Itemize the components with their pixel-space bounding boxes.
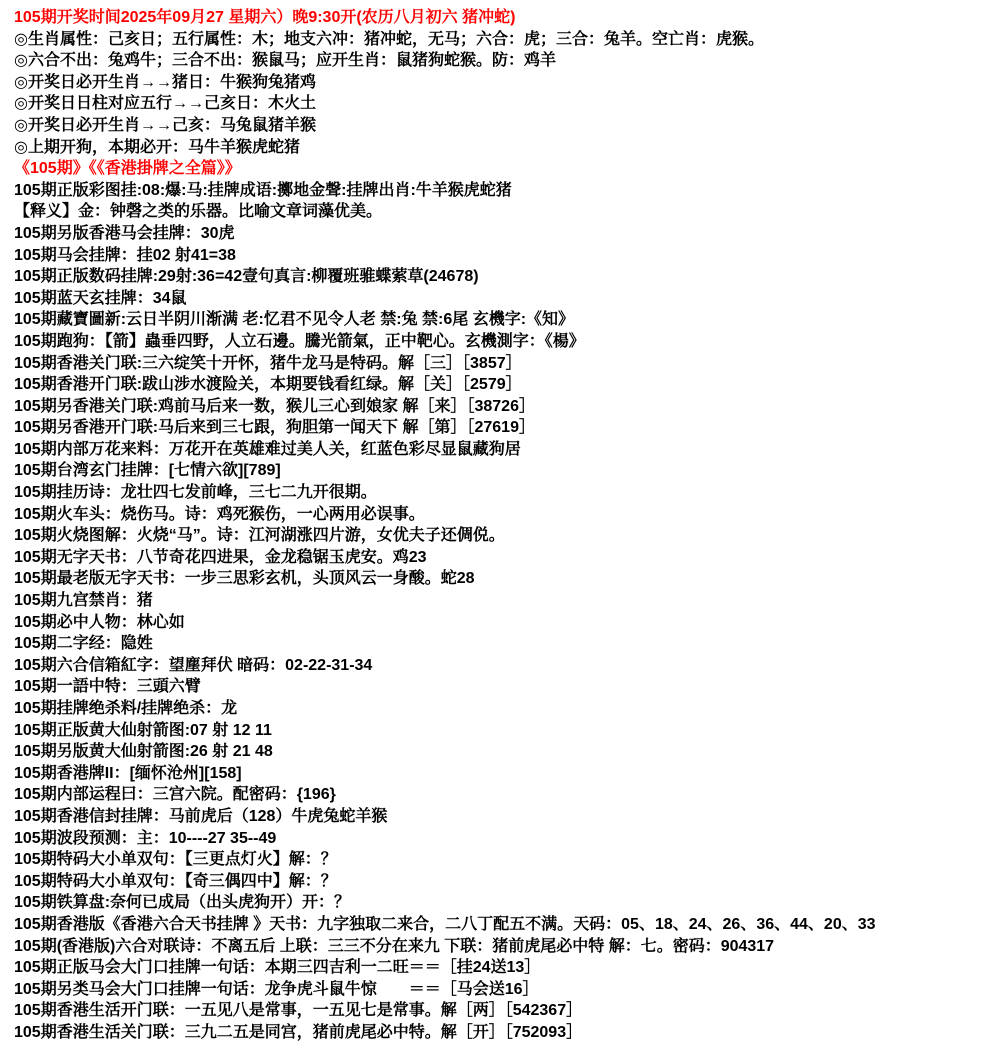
text-line: 105期跑狗：【箭】蟲垂四野，人立石邊。騰光箭氣，正中靶心。玄機測字：《楊》 (14, 332, 585, 350)
text-line: 105期正版黄大仙射箭图:07 射 12 11 (14, 721, 272, 739)
text-line: 105期马会挂牌：挂02 射41=38 (14, 246, 236, 264)
text-line: 105期香港信封挂牌：马前虎后（128）牛虎兔蛇羊猴 (14, 807, 388, 825)
text-line: 105期香港牌II：[缅怀沧州][158] (14, 764, 242, 782)
text-line: ◎六合不出：兔鸡牛；三合不出：猴鼠马；应开生肖：鼠猪狗蛇猴。防：鸡羊 (14, 52, 556, 70)
text-line: 105期挂牌绝杀料/挂牌绝杀：龙 (14, 700, 238, 717)
highlight-text-line: 105期开奖时间2025年09月27 星期六）晚9:30开(农历八月初六 猪冲蛇) (14, 9, 516, 26)
text-line: 105期另香港开门联:马后来到三七跟，狗胆第一闻天下 解［第］［27619］ (14, 419, 535, 437)
text-line: ◎上期开狗，本期必开：马牛羊猴虎蛇猪 (14, 138, 300, 156)
text-line: ◎开奖日必开生肖→→己亥：马兔鼠猪羊猴 (14, 116, 316, 134)
text-line: 105期香港版《香港六合天书挂牌 》天书：九字独取二来合，二八丁配五不满。天码：05、18、24、26、36、44、20、33 (14, 915, 876, 933)
text-line: 105期九宫禁肖：猪 (14, 592, 153, 610)
text-line: 105期内部万花来料：万花开在英雄难过美人关，红蓝色彩尽显鼠藏狗居 (14, 440, 521, 458)
text-line: 105期二字经：隐姓 (14, 635, 153, 653)
text-line: 105期正版彩图挂:08:爆:马:挂牌成语:擲地金聲:挂牌出肖:牛羊猴虎蛇猪 (14, 181, 512, 199)
text-line: 105期正版数码挂牌:29射:36=42壹句真言:柳覆班骓蝶萦草(24678) (14, 268, 479, 286)
text-line: 105期一語中特：三頭六臂 (14, 678, 201, 696)
text-line: 105期内部运程曰：三宫六院。配密码：{196} (14, 786, 336, 804)
text-line: 105期最老版无字天书：一步三思彩玄机，头顶风云一身酸。蛇28 (14, 570, 475, 588)
text-line: ◎开奖日必开生肖→→猪日：牛猴狗兔猪鸡 (14, 73, 316, 91)
text-line: 105期铁算盘:奈何已成局（出头虎狗开）开：？ (14, 894, 351, 912)
text-line: 105期(香港版)六合对联诗：不离五后 上联：三三不分在来九 下联：猪前虎尾必中特 解：七。密码：904317 (14, 937, 775, 955)
text-line: 105期香港开门联:跋山涉水渡险关，本期要钱看红绿。解［关］［2579］ (14, 376, 522, 394)
text-line: ◎生肖属性：己亥日；五行属性：木；地支六冲：猪冲蛇，无马；六合：虎；三合：兔羊。空亡肖：虎猴。 (14, 30, 764, 48)
text-line: 105期藏寶圖新:云日半阴川渐满 老:忆君不见令人老 禁:兔 禁:6尾 玄機字:《知》 (14, 311, 575, 329)
text-line: 105期挂历诗：龙壮四七发前峰，三七二九开很期。 (14, 484, 377, 502)
text-line: 105期台湾玄门挂牌：[七情六欲][789] (14, 462, 281, 480)
text-line: 105期香港生活开门联：一五见八是常事，一五见七是常事。解［两］［542367］ (14, 1002, 583, 1020)
text-line: 105期特码大小单双句：【三更点灯火】解：？ (14, 851, 337, 869)
text-line: 105期香港生活关门联：三九二五是同宫，猪前虎尾必中特。解［开］［752093］ (14, 1023, 583, 1041)
text-line: 105期另香港关门联:鸡前马后来一数，猴儿三心到娘家 解［来］［38726］ (14, 397, 535, 415)
text-line: 105期火烧图解：火烧“马”。诗：江河湖涨四片游，女优夫子还倜侻。 (14, 527, 505, 545)
text-line: 【释义】金：钟磬之类的乐器。比喻文章词藻优美。 (14, 203, 383, 221)
text-line: 105期必中人物：林心如 (14, 613, 185, 631)
text-line: 105期波段预测：主：10----27 35--49 (14, 829, 277, 847)
text-line: ◎开奖日日柱对应五行→→己亥日：木火土 (14, 95, 316, 113)
text-line: 105期无字天书：八节奇花四进果，金龙稳锯玉虎安。鸡23 (14, 548, 427, 566)
text-line: 105期另版黄大仙射箭图:26 射 21 48 (14, 743, 273, 761)
text-line: 105期正版马会大门口挂牌一句话：本期三四吉利一二旺＝＝［挂24送13］ (14, 959, 541, 977)
text-line: 105期特码大小单双句：【奇三偶四中】解：？ (14, 872, 337, 890)
text-line: 105期六合信箱紅字：望塵拜伏 暗码：02-22-31-34 (14, 656, 373, 674)
text-line: 105期香港关门联:三六绽笑十开怀，猪牛龙马是特码。解［三］［3857］ (14, 354, 522, 372)
text-line: 105期另类马会大门口挂牌一句话：龙争虎斗鼠牛惊 ＝＝［马会送16］ (14, 980, 539, 998)
highlight-text-line: 《105期》《《香港掛牌之全篇》》 (14, 160, 241, 178)
text-line: 105期火车头：烧伤马。诗：鸡死猴伤，一心两用必误事。 (14, 505, 425, 523)
text-line: 105期蓝天玄挂牌：34鼠 (14, 289, 187, 307)
text-line: 105期另版香港马会挂牌：30虎 (14, 224, 235, 242)
